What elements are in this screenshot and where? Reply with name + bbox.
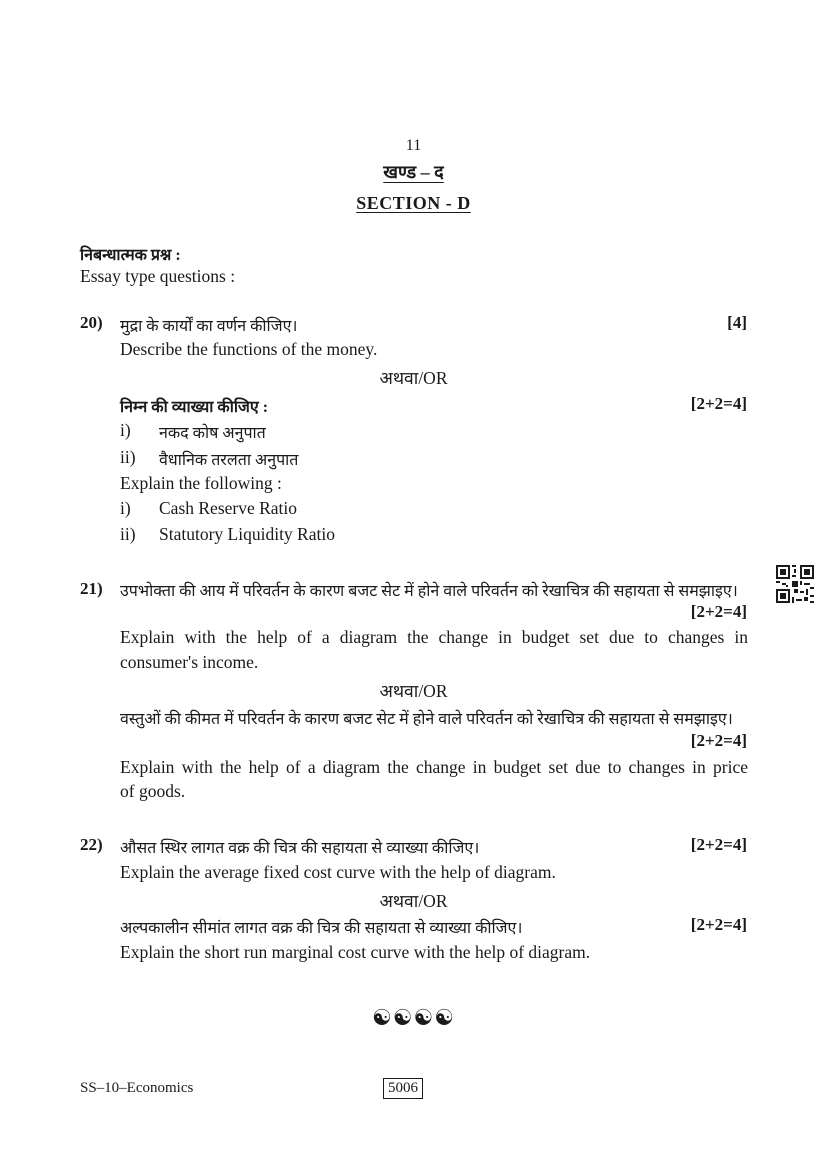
q21-alt-hindi: वस्तुओं की कीमत में परिवर्तन के कारण बजट सेट में होने वाले परिवर्तन को रेखाचित्र की सहायता से समझाइए।: [120, 711, 733, 728]
q20-sub-i-hindi-label: i): [120, 420, 131, 440]
q20-sub-ii-hindi-label: ii): [120, 447, 136, 467]
q20-hindi: मुद्रा के कार्यों का वर्णन कीजिए।: [120, 318, 298, 335]
q21-alt-english-line1: Explain with the help of a diagram the change in budget set due to changes in price: [120, 757, 748, 777]
q22-hindi: औसत स्थिर लागत वक्र की चित्र की सहायता से व्याख्या कीजिए।: [120, 840, 480, 857]
qr-code-icon: [776, 565, 814, 603]
q20-sub-ii-english-label: ii): [120, 524, 136, 544]
page-number: 11: [405, 137, 422, 154]
q20-english: Describe the functions of the money.: [120, 339, 378, 359]
section-title-english: [0, 193, 827, 214]
q20-alt-english: Explain the following :: [120, 473, 282, 493]
footer-paper-number: 5006: [383, 1078, 423, 1099]
q21-marks: [2+2=4]: [690, 602, 747, 621]
section-title-hindi: [0, 160, 827, 184]
section-title-hindi-text: खण्ड – द: [383, 162, 444, 182]
q20-item1-hindi: नकद कोष अनुपात: [159, 425, 266, 442]
q21-number: 21): [80, 579, 103, 598]
end-symbols: ☯☯☯☯: [372, 1005, 455, 1030]
intro-english: Essay type questions :: [80, 266, 236, 286]
q21-english-line2: consumer's income.: [120, 652, 259, 672]
q22-or: अथवा/OR: [379, 891, 448, 911]
q22-marks: [2+2=4]: [690, 835, 747, 854]
intro-hindi: निबन्धात्मक प्रश्न :: [80, 247, 181, 264]
q20-item1-english: Cash Reserve Ratio: [159, 498, 298, 518]
q22-alt-english: Explain the short run marginal cost curve with the help of diagram.: [120, 942, 591, 962]
q22-alt-hindi: अल्पकालीन सीमांत लागत वक्र की चित्र की सहायता से व्याख्या कीजिए।: [120, 920, 523, 937]
q21-alt-marks: [2+2=4]: [690, 731, 747, 750]
q22-alt-marks: [2+2=4]: [690, 915, 747, 934]
q22-number: 22): [80, 835, 103, 854]
section-title-english-text: SECTION - D: [356, 193, 471, 213]
q21-alt-english-line2: of goods.: [120, 781, 186, 801]
q21-hindi: उपभोक्ता की आय में परिवर्तन के कारण बजट सेट में होने वाले परिवर्तन को रेखाचित्र की सहायता से समझाइए।: [120, 583, 738, 600]
footer-subject-code: SS–10–Economics: [80, 1080, 194, 1096]
q20-sub-i-english-label: i): [120, 498, 131, 518]
q20-alt-hindi: निम्न की व्याख्या कीजिए :: [120, 399, 269, 416]
q21-or: अथवा/OR: [379, 681, 448, 701]
q21-english-line1: Explain with the help of a diagram the change in budget set due to changes in: [120, 627, 748, 647]
q22-english: Explain the average fixed cost curve with the help of diagram.: [120, 862, 556, 882]
q20-item2-english: Statutory Liquidity Ratio: [159, 524, 335, 544]
q20-number: 20): [80, 313, 103, 332]
q20-item2-hindi: वैधानिक तरलता अनुपात: [159, 452, 299, 469]
q20-alt-marks: [2+2=4]: [690, 394, 747, 413]
q20-marks: [4]: [727, 313, 747, 332]
q20-or: अथवा/OR: [379, 368, 448, 388]
